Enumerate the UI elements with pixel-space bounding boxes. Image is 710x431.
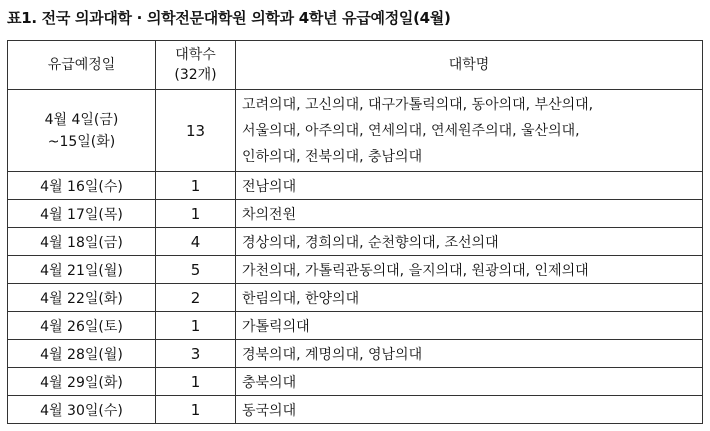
date-cell — [8, 90, 156, 172]
count-cell: 1 — [156, 200, 236, 228]
names-cell: 경북의대, 계명의대, 영남의대 — [236, 340, 703, 368]
names-line3: 인하의대, 전북의대, 충남의대 — [242, 148, 423, 165]
names-cell: 동국의대 — [236, 396, 703, 424]
table-caption: 표1. 전국 의과대학 · 의학전문대학원 의학과 4학년 유급예정일(4월) — [7, 9, 451, 27]
table-row — [8, 340, 703, 368]
names-cell: 충북의대 — [236, 368, 703, 396]
date-cell: 4월 29일(화) — [8, 368, 156, 396]
names-cell — [236, 90, 703, 172]
names-cell: 가톨릭의대 — [236, 312, 703, 340]
table-row — [8, 256, 703, 284]
count-cell: 4 — [156, 228, 236, 256]
count-cell: 1 — [156, 172, 236, 200]
count-cell: 5 — [156, 256, 236, 284]
count-cell: 1 — [156, 396, 236, 424]
header-count-line1: 대학수 — [175, 47, 216, 63]
date-cell: 4월 21일(월) — [8, 256, 156, 284]
date-line1: 4월 4일(금) — [44, 111, 119, 128]
date-cell: 4월 16일(수) — [8, 172, 156, 200]
names-line1: 고려의대, 고신의대, 대구가톨릭의대, 동아의대, 부산의대, — [242, 96, 594, 113]
count-cell: 1 — [156, 312, 236, 340]
table-row — [8, 228, 703, 256]
table-row — [8, 284, 703, 312]
count-cell: 3 — [156, 340, 236, 368]
header-date: 유급예정일 — [8, 41, 156, 90]
count-cell: 2 — [156, 284, 236, 312]
table-row — [8, 90, 703, 172]
date-cell: 4월 18일(금) — [8, 228, 156, 256]
table-row — [8, 172, 703, 200]
date-cell: 4월 22일(화) — [8, 284, 156, 312]
date-line2: ~15일(화) — [47, 133, 116, 150]
names-cell: 전남의대 — [236, 172, 703, 200]
names-cell: 차의전원 — [236, 200, 703, 228]
table-row — [8, 368, 703, 396]
header-count-line2: (32개) — [174, 67, 217, 83]
count-cell: 13 — [156, 90, 236, 172]
table-header-row — [8, 41, 703, 90]
date-cell: 4월 26일(토) — [8, 312, 156, 340]
date-cell: 4월 28일(월) — [8, 340, 156, 368]
names-cell: 한림의대, 한양의대 — [236, 284, 703, 312]
date-cell: 4월 30일(수) — [8, 396, 156, 424]
count-cell: 1 — [156, 368, 236, 396]
table-row — [8, 200, 703, 228]
header-count — [156, 41, 236, 90]
names-cell: 경상의대, 경희의대, 순천향의대, 조선의대 — [236, 228, 703, 256]
names-cell: 가천의대, 가톨릭관동의대, 을지의대, 원광의대, 인제의대 — [236, 256, 703, 284]
names-line2: 서울의대, 아주의대, 연세의대, 연세원주의대, 울산의대, — [242, 122, 580, 139]
table-row — [8, 312, 703, 340]
table-row — [8, 396, 703, 424]
schedule-table — [7, 40, 703, 424]
header-names: 대학명 — [236, 41, 703, 90]
date-cell: 4월 17일(목) — [8, 200, 156, 228]
